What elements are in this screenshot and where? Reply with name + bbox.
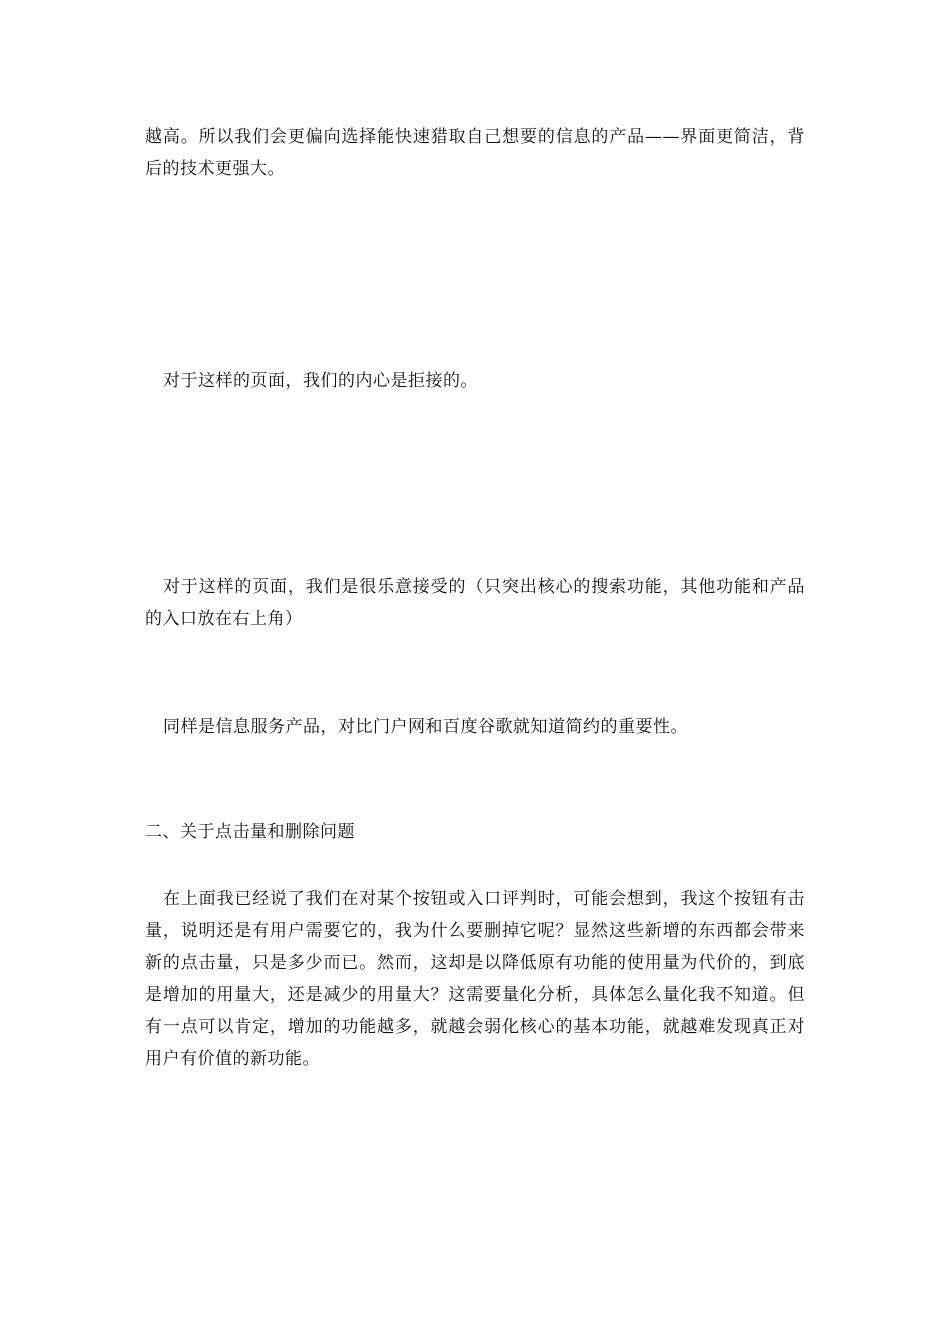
paragraph-comparison: 同样是信息服务产品，对比门户网和百度谷歌就知道简约的重要性。 <box>163 717 688 737</box>
paragraph-continuation: 越高。所以我们会更偏向选择能快速猎取自己想要的信息的产品——界面更简洁，背后的技术更强大。 <box>145 127 805 179</box>
paragraph-accepted-page: 对于这样的页面，我们是很乐意接受的（只突出核心的搜索功能，其他功能和产品的入口放在右上角） <box>145 577 805 629</box>
paragraph-rejected-page: 对于这样的页面，我们的内心是拒接的。 <box>163 371 478 391</box>
section-heading: 二、关于点击量和删除问题 <box>145 822 355 842</box>
paragraph-click-analysis: 在上面我已经说了我们在对某个按钮或入口评判时，可能会想到，我这个按钮有击量，说明还是有用户需要它的，我为什么要删掉它呢？显然这些新增的东西都会带来新的点击量，只是多少而已。然而，这却是以降低原有功能的使用量为代价的，到底是增加的用量大，还是减少的用量大？这需要量化分析，具体怎么量化我不知道。但有一点可以肯定，增加的功能越多，就越会弱化核心的基本功能，就越难发现真正对用户有价值的新功能。 <box>145 889 805 1069</box>
